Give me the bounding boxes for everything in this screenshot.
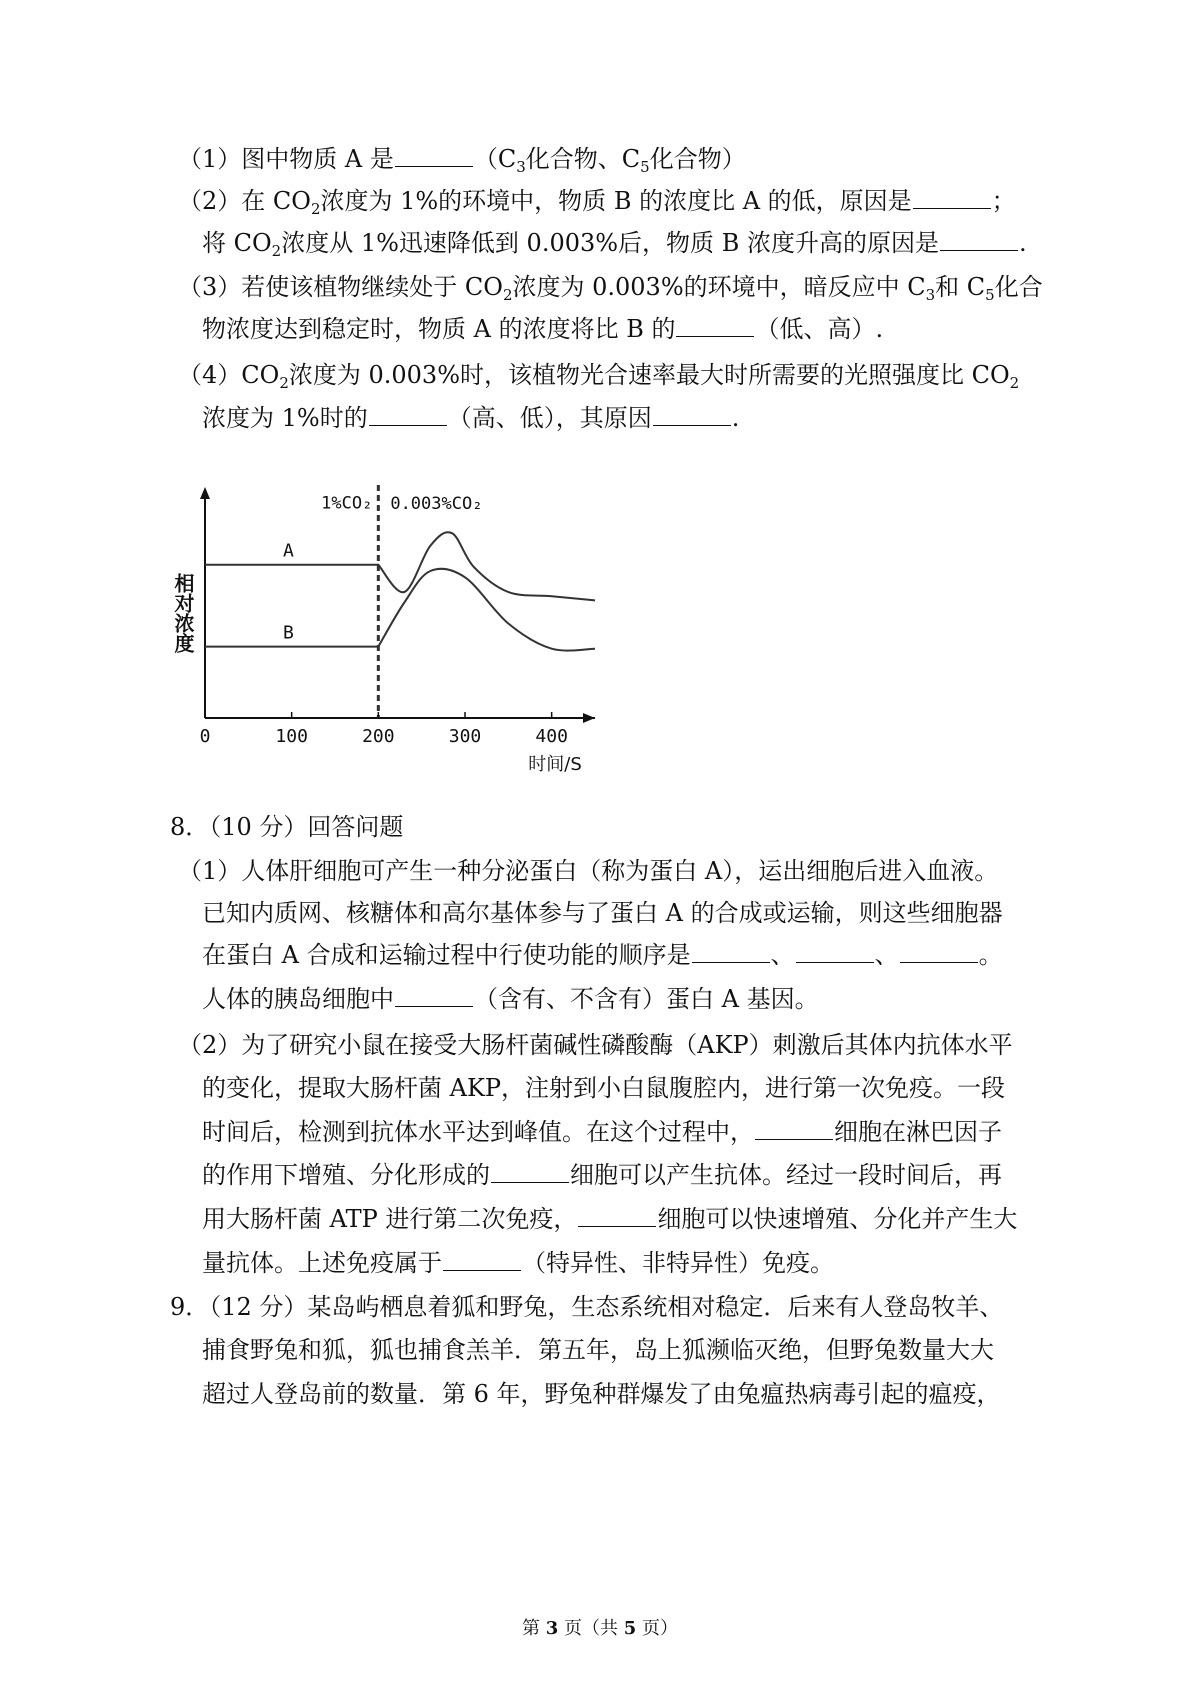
chart-series	[205, 532, 595, 650]
q8-title: 8．（10 分）回答问题	[170, 813, 404, 841]
answer-blank[interactable]	[755, 1119, 833, 1140]
x-tick-label: 0	[199, 726, 211, 747]
series-line-A	[205, 532, 595, 600]
answer-blank[interactable]	[395, 986, 473, 1007]
chart-axes	[200, 485, 595, 723]
y-axis-arrow	[200, 487, 210, 499]
x-tick-label: 200	[362, 726, 395, 747]
page-number: 3	[545, 1618, 559, 1639]
q8-line9: 用大肠杆菌 ATP 进行第二次免疫， 细胞可以快速增殖、分化并产生大	[202, 1205, 1018, 1233]
q8-line1: （1）人体肝细胞可产生一种分泌蛋白（称为蛋白 A），运出细胞后进入血液。	[178, 857, 999, 885]
answer-blank[interactable]	[940, 230, 1018, 251]
q9-line1: 9．（12 分）某岛屿栖息着狐和野兔，生态系统相对稳定．后来有人登岛牧羊、	[170, 1293, 1004, 1321]
q7-part1: （1）图中物质 A 是 （$C_3$化合物、$C_5$化合物）	[178, 145, 746, 176]
annotation-0003pct-co2: 0.003%CO₂	[390, 494, 483, 514]
answer-blank[interactable]	[796, 942, 874, 963]
q8-line7: 时间后，检测到抗体水平达到峰值。在这个过程中， 细胞在淋巴因子	[202, 1118, 1002, 1146]
x-axis-arrow	[583, 713, 595, 723]
q8-line4: 人体的胰岛细胞中 （含有、不含有）蛋白 A 基因。	[202, 985, 819, 1013]
series-label-A: A	[283, 540, 294, 562]
answer-blank[interactable]	[395, 146, 473, 167]
q8-line5: （2）为了研究小鼠在接受大肠杆菌碱性磷酸酶（AKP）刺激后其体内抗体水平	[178, 1031, 1013, 1059]
x-tick-label: 300	[448, 726, 482, 747]
q7-part4-line2: 浓度为 1%时的 （高、低），其原因 .	[202, 404, 740, 432]
answer-blank[interactable]	[653, 405, 731, 426]
answer-blank[interactable]	[443, 1250, 521, 1271]
answer-blank[interactable]	[692, 942, 770, 963]
page-total: 5	[623, 1618, 637, 1639]
annotation-1pct-co2: 1%CO₂	[321, 493, 373, 514]
x-axis-label: 时间/S	[528, 754, 582, 775]
q7-part3-line2: 物浓度达到稳定时，物质 A 的浓度将比 B 的 （低、高）.	[202, 315, 884, 343]
q8-line3: 在蛋白 A 合成和运输过程中行使功能的顺序是 、 、 。	[202, 941, 1003, 969]
answer-blank[interactable]	[676, 316, 754, 337]
q8-line2: 已知内质网、核糖体和高尔基体参与了蛋白 A 的合成或运输，则这些细胞器	[202, 899, 1003, 927]
q8-line6: 的变化，提取大肠杆菌 AKP，注射到小白鼠腹腔内，进行第一次免疫。一段	[202, 1074, 1006, 1102]
page-footer: 第 3 页（共 5 页）	[522, 1618, 678, 1639]
series-line-B	[205, 569, 595, 651]
answer-blank[interactable]	[913, 188, 991, 209]
answer-blank[interactable]	[900, 942, 978, 963]
q7-part2-line1: （2）在 $CO_2$浓度为 1%的环境中，物质 B 的浓度比 A 的低，原因是 ；	[178, 187, 1016, 218]
series-label-B: B	[283, 622, 294, 644]
q9-line2: 捕食野兔和狐，狐也捕食羔羊．第五年，岛上狐濒临灭绝，但野兔数量大大	[202, 1336, 994, 1364]
q7-part2-line2: 将 $CO_2$浓度从 1%迅速降低到 0.003%后，物质 B 浓度升高的原因是 .	[202, 229, 1027, 260]
q8-line10: 量抗体。上述免疫属于 （特异性、非特异性）免疫。	[202, 1249, 834, 1277]
q8-line8: 的作用下增殖、分化形成的 细胞可以产生抗体。经过一段时间后，再	[202, 1161, 1002, 1189]
q7-part4-line1: $(4)CO_2$浓度为 0.003%时，该植物光合速率最大时所需要的光照强度比 $CO_2$	[178, 361, 1020, 392]
answer-blank[interactable]	[578, 1206, 656, 1227]
y-axis-label: 相对浓度	[171, 573, 195, 653]
x-tick-label: 100	[275, 726, 308, 747]
concentration-chart	[171, 485, 665, 840]
q9-line3: 超过人登岛前的数量．第 6 年，野兔种群爆发了由兔瘟热病毒引起的瘟疫，	[202, 1380, 1001, 1408]
answer-blank[interactable]	[491, 1162, 569, 1183]
answer-blank[interactable]	[369, 405, 447, 426]
x-tick-label: 400	[535, 726, 568, 747]
q7-part3-line1: （3）若使该植物继续处于 $CO_2$浓度为 0.003%的环境中，暗反应中 $C_3$和 $C_5$化合	[178, 273, 1043, 304]
